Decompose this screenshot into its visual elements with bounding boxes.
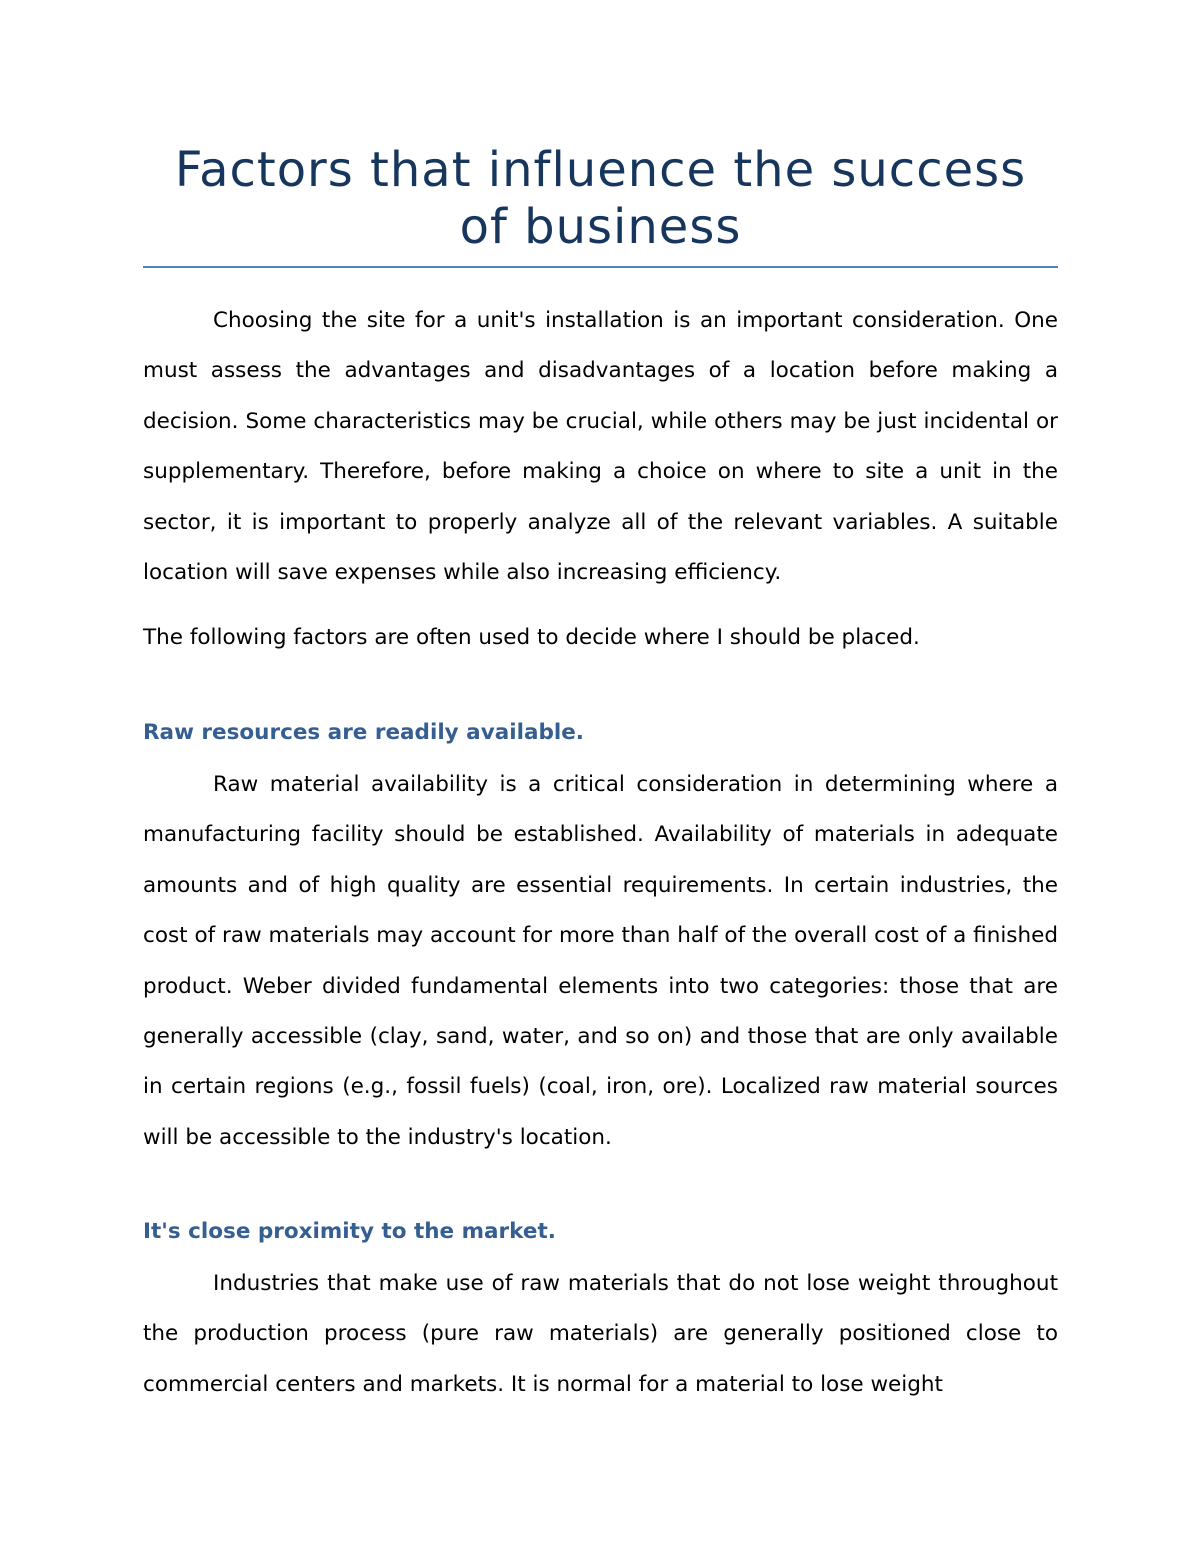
section-heading-market-proximity: It's close proximity to the market. (143, 1219, 556, 1244)
title-underline-rule (143, 266, 1058, 268)
raw-resources-paragraph: Raw material availability is a critical consideration in determining where a manufacturing facility should be established. Availability of materials in adequate amounts and of high quality are essential requirements. In certain industries, the cost of raw materials may account for more than half of the overall cost of a finished product. Weber divided fundamental elements into two categories: those that are generally accessible (clay, sand, water, and so on) and those that are only available in certain regions (e.g., fossil fuels) (coal, iron, ore). Localized raw material sources will be accessible to the industry's location. (143, 772, 1058, 1150)
factors-intro-paragraph: The following factors are often used to decide where I should be placed. (143, 625, 920, 650)
market-proximity-paragraph: Industries that make use of raw materials that do not lose weight throughout the production process (pure raw materials) are generally positioned close to commercial centers and markets. It is normal for a material to lose weight (143, 1271, 1058, 1397)
document-title: Factors that influence the success of business (174, 142, 1027, 255)
section-heading-raw-resources: Raw resources are readily available. (143, 720, 584, 745)
intro-paragraph: Choosing the site for a unit's installation is an important consideration. One must assess the advantages and disadvantages of a location before making a decision. Some characteristics may be crucial, while others may be just incidental or supplementary. Therefore, before making a choice on where to site a unit in the sector, it is important to properly analyze all of the relevant variables. A suitable location will save expenses while also increasing efficiency. (143, 308, 1058, 586)
